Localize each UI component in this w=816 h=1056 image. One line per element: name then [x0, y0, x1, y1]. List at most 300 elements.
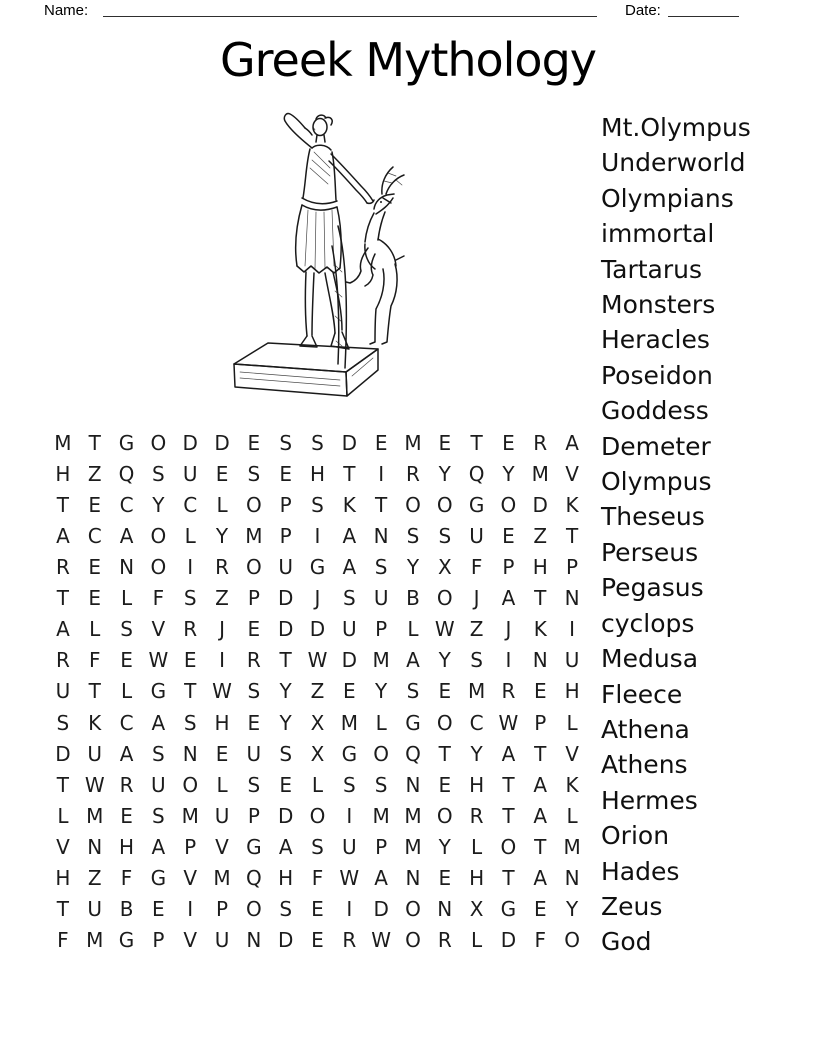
grid-letter: D [214, 430, 230, 455]
grid-letter: Y [438, 835, 451, 860]
grid-letter: O [245, 555, 262, 580]
statue-svg [228, 106, 408, 404]
grid-letter: O [500, 492, 517, 517]
grid-letter: U [214, 928, 230, 953]
grid-letter: B [119, 897, 134, 922]
grid-letter: D [309, 617, 326, 642]
grid-letter: F [534, 928, 547, 953]
grid-letter: L [471, 835, 483, 860]
grid-letter: A [342, 555, 357, 580]
grid-letter: F [311, 866, 324, 891]
grid-letter: H [119, 835, 135, 860]
grid-letter: T [56, 586, 70, 611]
grid-letter: M [404, 835, 422, 860]
grid-letter: A [533, 772, 548, 797]
word-list-item: Hermes [601, 785, 698, 815]
grid-letter: L [311, 772, 324, 797]
grid-letter: T [88, 430, 101, 455]
grid-letter: M [86, 928, 104, 953]
grid-letter: D [532, 492, 548, 517]
grid-letter: G [150, 679, 167, 704]
grid-letter: P [534, 710, 547, 735]
grid-letter: Q [468, 461, 485, 486]
grid-letter: Y [565, 897, 579, 922]
grid-letter: A [56, 523, 70, 548]
grid-letter: T [56, 897, 70, 922]
grid-letter: M [213, 866, 231, 891]
grid-letter: M [86, 803, 104, 828]
grid-letter: E [502, 430, 515, 455]
word-list-item: Tartarus [601, 254, 703, 284]
grid-letter: S [311, 492, 324, 517]
grid-letter: E [88, 586, 102, 611]
grid-letter: M [181, 803, 199, 828]
grid-letter: S [152, 461, 165, 486]
page-title: Greek Mythology [220, 33, 596, 87]
grid-letter: O [405, 928, 421, 953]
grid-letter: N [373, 523, 389, 548]
word-list-item: Theseus [601, 502, 705, 532]
grid-letter: W [212, 679, 232, 704]
grid-letter: H [278, 866, 294, 891]
grid-letter: W [148, 648, 169, 673]
grid-letter: L [120, 679, 133, 704]
grid-letter: S [56, 710, 70, 735]
word-list-item: Poseidon [601, 360, 713, 390]
word-list-item: Pegasus [601, 573, 704, 603]
grid-letter: F [57, 928, 69, 953]
grid-letter: P [247, 586, 260, 611]
grid-letter: V [565, 741, 579, 766]
word-list-item: Mt.Olympus [601, 113, 751, 142]
grid-letter: T [56, 772, 70, 797]
grid-letter: G [500, 897, 517, 922]
grid-letter: W [371, 928, 392, 953]
grid-letter: T [470, 430, 483, 455]
grid-letter: W [339, 866, 360, 891]
grid-letter: S [247, 461, 261, 486]
grid-letter: O [150, 555, 167, 580]
grid-letter: D [373, 897, 389, 922]
grid-letter: X [437, 555, 452, 580]
grid-letter: D [277, 617, 294, 642]
grid-letter: T [343, 461, 356, 486]
grid-letter: S [247, 772, 261, 797]
grid-letter: U [151, 772, 166, 797]
grid-letter: S [183, 710, 197, 735]
grid-letter: Y [279, 679, 292, 704]
grid-letter: T [438, 741, 451, 766]
grid-letter: A [533, 803, 548, 828]
grid-letter: T [184, 679, 197, 704]
grid-letter: L [216, 772, 228, 797]
grid-letter: W [434, 617, 455, 642]
grid-letter: Y [375, 679, 388, 704]
grid-letter: P [279, 523, 292, 548]
grid-letter: E [374, 430, 388, 455]
grid-letter: E [343, 679, 356, 704]
grid-letter: D [182, 430, 198, 455]
name-blank-line [103, 2, 597, 17]
grid-letter: S [406, 523, 420, 548]
grid-letter: O [182, 772, 199, 797]
grid-letter: J [505, 617, 512, 642]
grid-letter: E [438, 430, 452, 455]
grid-letter: Y [470, 741, 483, 766]
grid-letter: O [436, 803, 453, 828]
grid-letter: V [151, 617, 166, 642]
grid-letter: H [469, 866, 485, 891]
grid-letter: A [533, 866, 548, 891]
grid-letter: O [564, 928, 580, 953]
grid-letter: H [532, 555, 548, 580]
grid-letter: M [404, 803, 422, 828]
grid-letter: O [500, 835, 517, 860]
grid-letter: G [118, 430, 135, 455]
grid-letter: A [151, 710, 166, 735]
grid-letter: I [346, 897, 353, 922]
grid-letter: W [84, 772, 105, 797]
grid-letter: A [151, 835, 166, 860]
grid-letter: H [469, 772, 485, 797]
grid-letter: L [566, 803, 578, 828]
grid-letter: Z [310, 679, 325, 704]
grid-letter: Q [245, 866, 262, 891]
grid-letter: R [55, 648, 70, 673]
grid-letter: M [563, 835, 581, 860]
grid-letter: R [119, 772, 134, 797]
grid-letter: M [54, 430, 72, 455]
grid-letter: K [88, 710, 102, 735]
grid-letter: U [87, 897, 103, 922]
grid-letter: P [375, 617, 388, 642]
grid-letter: Y [406, 555, 420, 580]
word-list-item: Goddess [601, 396, 709, 426]
grid-letter: E [438, 866, 452, 891]
grid-letter: U [87, 741, 103, 766]
grid-letter: S [406, 679, 420, 704]
grid-letter: E [279, 461, 292, 486]
grid-letter: Y [438, 648, 451, 673]
grid-letter: C [119, 710, 134, 735]
date-label: Date: [625, 2, 661, 19]
grid-letter: E [311, 897, 324, 922]
grid-letter: Y [502, 461, 515, 486]
grid-letter: A [119, 741, 134, 766]
word-list-item: Olympians [601, 183, 734, 213]
grid-letter: L [375, 710, 387, 735]
grid-letter: N [564, 586, 580, 611]
grid-letter: E [183, 648, 197, 673]
grid-letter: V [183, 928, 198, 953]
grid-letter: T [502, 803, 515, 828]
word-list-item: cyclops [601, 608, 695, 638]
grid-letter: A [374, 866, 388, 891]
grid-letter: M [531, 461, 549, 486]
grid-letter: O [436, 710, 453, 735]
grid-letter: L [566, 710, 578, 735]
grid-letter: R [246, 648, 261, 673]
grid-letter: P [502, 555, 515, 580]
date-blank-line [668, 2, 739, 17]
word-list-item: Perseus [601, 537, 699, 567]
grid-letter: R [183, 617, 198, 642]
grid-letter: L [120, 586, 133, 611]
grid-letter: T [565, 523, 579, 548]
grid-letter: E [502, 523, 515, 548]
grid-letter: R [55, 555, 70, 580]
grid-letter: E [120, 648, 133, 673]
grid-letter: S [311, 430, 324, 455]
grid-letter: M [372, 803, 390, 828]
grid-letter: K [565, 492, 579, 517]
grid-letter: A [342, 523, 357, 548]
grid-letter: T [88, 679, 101, 704]
grid-letter: K [533, 617, 547, 642]
grid-letter: K [565, 772, 579, 797]
grid-letter: S [152, 803, 165, 828]
grid-letter: R [533, 430, 548, 455]
grid-letter: N [532, 648, 548, 673]
grid-letter: V [56, 835, 70, 860]
grid-letter: U [278, 555, 293, 580]
grid-letter: R [342, 928, 357, 953]
grid-letter: E [120, 803, 133, 828]
grid-letter: Q [118, 461, 135, 486]
grid-letter: W [498, 710, 519, 735]
grid-letter: U [214, 803, 230, 828]
grid-letter: T [279, 648, 292, 673]
grid-letter: A [501, 741, 516, 766]
grid-letter: S [183, 586, 197, 611]
word-list-item: Demeter [601, 431, 711, 461]
grid-letter: E [438, 772, 452, 797]
grid-letter: P [247, 803, 260, 828]
grid-letter: S [342, 772, 356, 797]
grid-letter: A [56, 617, 70, 642]
grid-letter: N [564, 866, 580, 891]
grid-letter: X [310, 710, 325, 735]
word-list-item: immortal [601, 219, 715, 249]
grid-letter: E [438, 679, 452, 704]
word-list-item: Underworld [601, 148, 746, 178]
grid-letter: E [247, 710, 261, 735]
grid-letter: A [278, 835, 293, 860]
grid-letter: H [55, 461, 71, 486]
grid-letter: G [341, 741, 358, 766]
grid-letter: P [375, 835, 388, 860]
grid-letter: U [55, 679, 71, 704]
name-label: Name: [44, 2, 89, 19]
grid-letter: G [246, 835, 262, 860]
grid-letter: G [468, 492, 485, 517]
grid-letter: E [215, 461, 229, 486]
grid-letter: I [378, 461, 385, 486]
grid-letter: D [341, 430, 358, 455]
grid-letter: G [150, 866, 167, 891]
grid-letter: F [88, 648, 101, 673]
grid-letter: J [314, 586, 321, 611]
grid-letter: Z [533, 523, 548, 548]
grid-letter: Z [469, 617, 484, 642]
grid-letter: C [469, 710, 484, 735]
grid-letter: V [183, 866, 198, 891]
grid-letter: L [184, 523, 196, 548]
grid-letter: E [215, 741, 229, 766]
grid-letter: P [215, 897, 229, 922]
grid-letter: T [502, 866, 515, 891]
grid-letter: G [405, 710, 421, 735]
grid-letter: R [406, 461, 420, 486]
word-list-item: Athens [601, 750, 688, 780]
grid-letter: N [87, 835, 103, 860]
word-list-item: Olympus [601, 467, 712, 497]
grid-letter: S [247, 679, 261, 704]
grid-letter: I [187, 897, 194, 922]
grid-letter: U [373, 586, 389, 611]
grid-letter: U [564, 648, 580, 673]
grid-letter: O [373, 741, 390, 766]
word-list-item: Medusa [601, 644, 699, 674]
grid-letter: O [309, 803, 326, 828]
grid-letter: X [310, 741, 325, 766]
word-list-item: Orion [601, 821, 670, 851]
grid-letter: Y [215, 523, 229, 548]
grid-letter: J [219, 617, 225, 642]
grid-letter: K [342, 492, 356, 517]
grid-letter: M [245, 523, 263, 548]
grid-letter: S [342, 586, 356, 611]
grid-letter: L [89, 617, 101, 642]
grid-letter: E [533, 679, 547, 704]
grid-letter: G [309, 555, 326, 580]
grid-letter: Z [87, 461, 102, 486]
grid-letter: S [279, 430, 293, 455]
grid-letter: E [279, 772, 292, 797]
grid-letter: M [372, 648, 390, 673]
word-list-item: Heracles [601, 325, 710, 355]
grid-letter: O [405, 897, 421, 922]
word-list-item: Hades [601, 856, 680, 886]
grid-letter: R [437, 928, 452, 953]
grid-letter: D [277, 803, 294, 828]
grid-letter: S [311, 835, 324, 860]
grid-letter: D [277, 928, 294, 953]
word-list [601, 110, 751, 960]
grid-letter: T [375, 492, 388, 517]
grid-letter: T [56, 492, 70, 517]
grid-letter: E [311, 928, 324, 953]
grid-letter: G [118, 928, 135, 953]
grid-letter: M [467, 679, 486, 704]
grid-letter: U [182, 461, 198, 486]
grid-letter: E [88, 492, 102, 517]
grid-letter: H [55, 866, 71, 891]
grid-letter: E [247, 617, 261, 642]
grid-letter: Z [215, 586, 229, 611]
grid-letter: I [569, 617, 576, 642]
grid-letter: L [216, 492, 228, 517]
grid-letter: B [406, 586, 420, 611]
word-search-grid [47, 427, 588, 956]
grid-letter: L [471, 928, 483, 953]
grid-letter: V [215, 835, 229, 860]
grid-letter: N [437, 897, 453, 922]
grid-letter: Y [279, 710, 292, 735]
grid-letter: N [246, 928, 262, 953]
word-list-item: God [601, 927, 652, 957]
grid-letter: I [505, 648, 512, 673]
grid-letter: O [150, 430, 167, 455]
grid-letter: C [183, 492, 198, 517]
grid-letter: O [245, 897, 262, 922]
grid-letter: N [405, 772, 421, 797]
grid-letter: P [184, 835, 197, 860]
grid-letter: W [307, 648, 328, 673]
grid-letter: I [314, 523, 321, 548]
grid-letter: N [182, 741, 198, 766]
grid-letter: E [533, 897, 547, 922]
grid-letter: C [119, 492, 134, 517]
grid-letter: T [534, 586, 547, 611]
grid-letter: O [436, 586, 453, 611]
grid-letter: Y [438, 461, 451, 486]
grid-letter: U [246, 741, 262, 766]
grid-letter: J [473, 586, 480, 611]
grid-letter: H [214, 710, 230, 735]
grid-letter: C [87, 523, 102, 548]
grid-letter: N [119, 555, 135, 580]
grid-letter: L [57, 803, 69, 828]
grid-letter: R [501, 679, 516, 704]
grid-letter: D [55, 741, 71, 766]
grid-letter: T [534, 741, 547, 766]
grid-letter: T [502, 772, 515, 797]
grid-letter: U [342, 617, 357, 642]
grid-letter: A [501, 586, 516, 611]
word-list-item: Monsters [601, 290, 716, 320]
artemis-statue-illustration [228, 106, 408, 404]
grid-letter: A [565, 430, 579, 455]
grid-letter: O [405, 492, 421, 517]
grid-letter: F [120, 866, 133, 891]
grid-letter: M [404, 430, 422, 455]
grid-letter: Z [87, 866, 102, 891]
grid-letter: M [340, 710, 358, 735]
word-list-item: Zeus [601, 891, 663, 921]
grid-letter: I [219, 648, 225, 673]
grid-letter: P [152, 928, 165, 953]
grid-letter: D [500, 928, 517, 953]
grid-letter: D [341, 648, 358, 673]
grid-letter: E [152, 897, 165, 922]
grid-letter: T [534, 835, 547, 860]
grid-letter: S [374, 555, 388, 580]
grid-letter: P [279, 492, 292, 517]
grid-letter: Y [152, 492, 165, 517]
grid-letter: R [469, 803, 484, 828]
grid-letter: Q [405, 741, 421, 766]
word-list-item: Fleece [601, 679, 683, 709]
grid-letter: O [436, 492, 453, 517]
grid-letter: E [247, 430, 261, 455]
grid-letter: V [565, 461, 579, 486]
grid-letter: I [187, 555, 194, 580]
grid-letter: D [277, 586, 294, 611]
grid-letter: H [309, 461, 326, 486]
word-list-item: Athena [601, 714, 690, 744]
grid-letter: R [215, 555, 229, 580]
